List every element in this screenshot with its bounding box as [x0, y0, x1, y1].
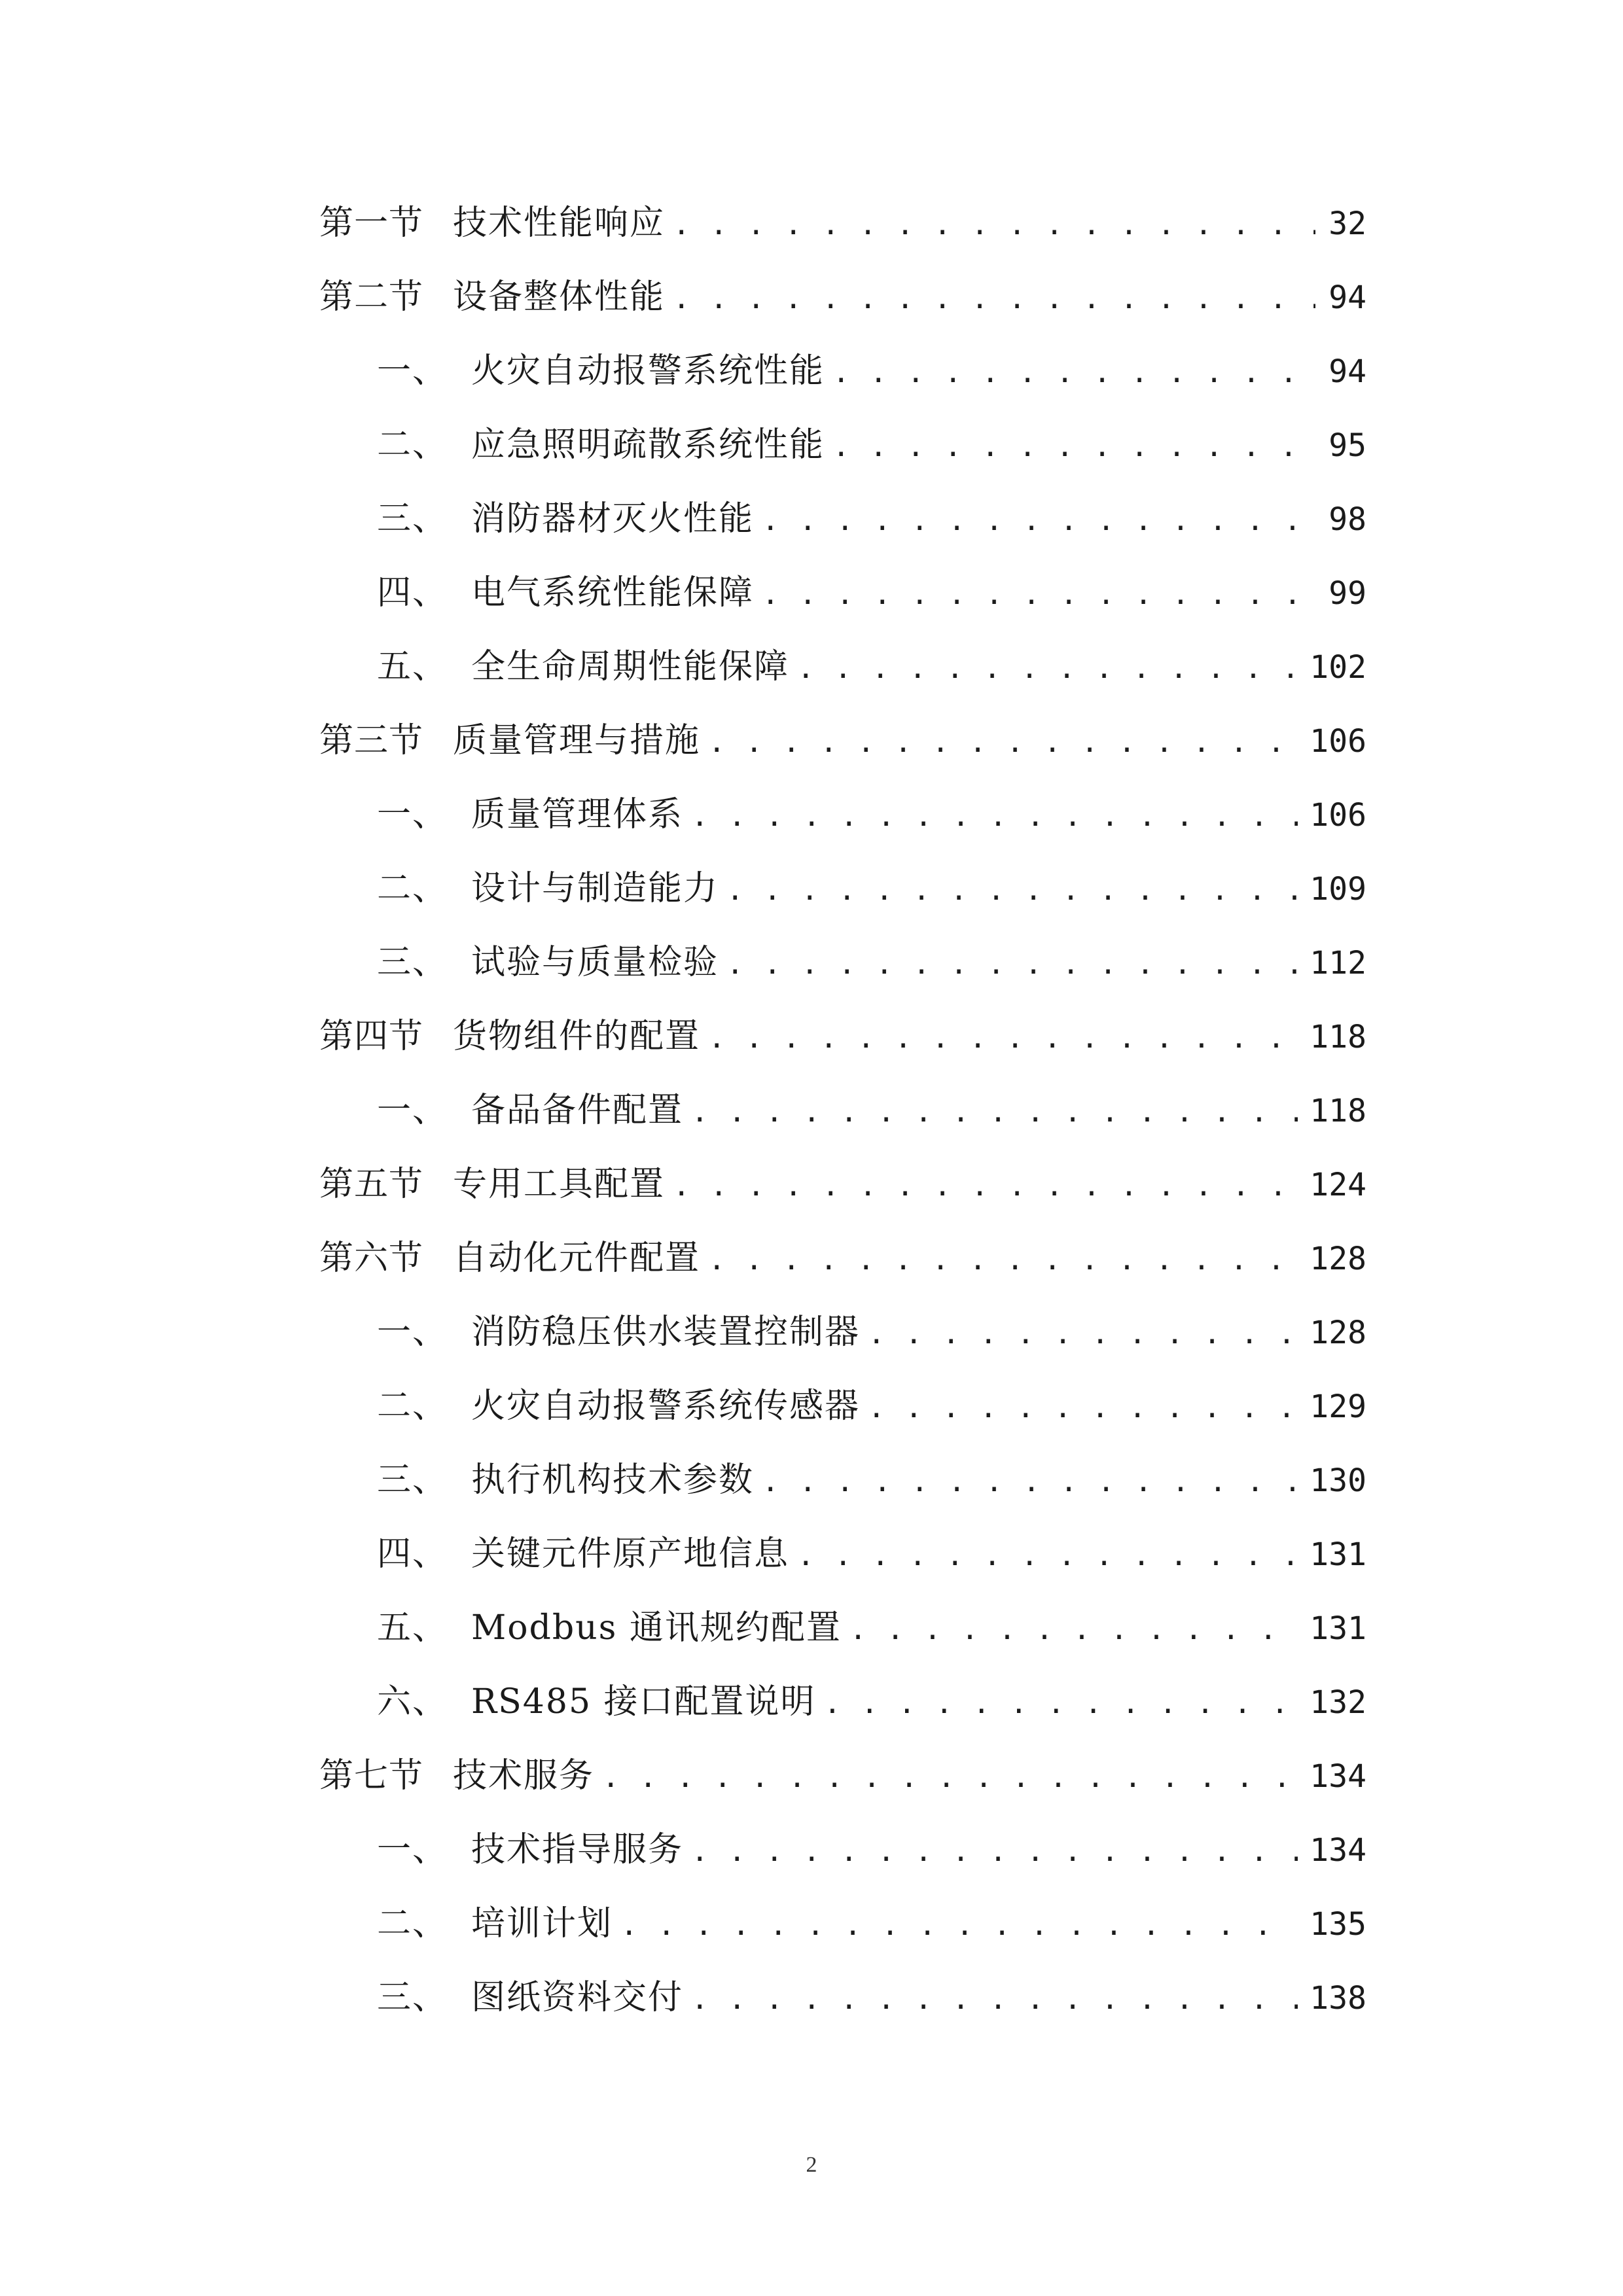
toc-entry-page: 118: [1310, 1019, 1366, 1055]
toc-subsection-entry[interactable]: [319, 1296, 1366, 1369]
dot-leader: [868, 1371, 1298, 1445]
toc-entry-title: 技术服务: [453, 1756, 595, 1795]
toc-subsection-entry[interactable]: [319, 556, 1366, 630]
toc-entry-number: 四、: [377, 1534, 448, 1574]
toc-entry-number: 六、: [377, 1682, 448, 1722]
toc-entry-page: 94: [1329, 353, 1366, 390]
dot-leader: [620, 1888, 1298, 1962]
dot-leader: [726, 853, 1298, 927]
toc-entry-title: 备品备件配置: [471, 1091, 684, 1130]
dot-leader: [691, 1075, 1298, 1149]
toc-entry-page: 134: [1310, 1758, 1366, 1795]
toc-entry-page: 94: [1329, 279, 1366, 316]
toc-subsection-entry[interactable]: [319, 1517, 1366, 1591]
toc-entry-title: 设计与制造能力: [471, 869, 719, 908]
toc-entry-title: 火灾自动报警系统传感器: [471, 1386, 861, 1426]
toc-entry-page: 131: [1310, 1536, 1366, 1573]
toc-entry-number: 一、: [377, 1091, 448, 1130]
toc-entry-number: 三、: [377, 499, 448, 539]
toc-entry-number: 二、: [377, 1904, 448, 1943]
toc-entry-number: 二、: [377, 869, 448, 908]
dot-leader: [691, 779, 1298, 853]
dot-leader: [762, 484, 1315, 557]
toc-section-entry[interactable]: [319, 1000, 1366, 1074]
toc-entry-title: 火灾自动报警系统性能: [471, 351, 825, 391]
dot-leader: [691, 1962, 1298, 2036]
toc-entry-number: 第四节: [319, 1017, 424, 1056]
dot-leader: [762, 1445, 1298, 1519]
toc-entry-title: 质量管理与措施: [453, 721, 701, 760]
toc-subsection-entry[interactable]: [319, 1961, 1366, 2035]
toc-entry-page: 130: [1310, 1462, 1366, 1499]
toc-entry-title: 技术指导服务: [471, 1830, 684, 1869]
toc-entry-page: 124: [1310, 1167, 1366, 1203]
toc-entry-title: 专用工具配置: [453, 1165, 666, 1204]
toc-entry-page: 134: [1310, 1832, 1366, 1869]
toc-section-entry[interactable]: [319, 1222, 1366, 1296]
toc-entry-page: 32: [1329, 205, 1366, 242]
toc-entry-page: 99: [1329, 575, 1366, 612]
toc-subsection-entry[interactable]: [319, 1591, 1366, 1665]
toc-entry-number: 五、: [377, 1608, 448, 1648]
toc-entry-page: 132: [1310, 1684, 1366, 1721]
toc-subsection-entry[interactable]: [319, 852, 1366, 926]
toc-section-entry[interactable]: [319, 704, 1366, 778]
dot-leader: [762, 557, 1315, 631]
toc-subsection-entry[interactable]: [319, 1665, 1366, 1739]
dot-leader: [691, 1814, 1298, 1888]
toc-entry-page: 135: [1310, 1906, 1366, 1943]
toc-entry-number: 第一节: [319, 203, 424, 243]
dot-leader: [824, 1667, 1298, 1740]
toc-entry-number: 一、: [377, 1313, 448, 1352]
toc-subsection-entry[interactable]: [319, 778, 1366, 852]
dot-leader: [797, 1519, 1298, 1593]
toc-entry-page: 118: [1310, 1093, 1366, 1129]
toc-subsection-entry[interactable]: [319, 1074, 1366, 1148]
dot-leader: [726, 927, 1298, 1001]
toc-entry-number: 三、: [377, 1978, 448, 2017]
toc-subsection-entry[interactable]: [319, 630, 1366, 704]
toc-entry-title: 消防稳压供水装置控制器: [471, 1313, 861, 1352]
toc-entry-page: 106: [1310, 797, 1366, 834]
toc-entry-page: 131: [1310, 1610, 1366, 1647]
dot-leader: [849, 1593, 1298, 1667]
toc-entry-title: 自动化元件配置: [453, 1239, 701, 1278]
dot-leader: [832, 336, 1315, 410]
toc-entry-title: 关键元件原产地信息: [471, 1534, 790, 1574]
dot-leader: [673, 188, 1315, 262]
dot-leader: [708, 705, 1298, 779]
toc-subsection-entry[interactable]: [319, 1443, 1366, 1517]
toc-entry-page: 98: [1329, 501, 1366, 538]
toc-subsection-entry[interactable]: [319, 408, 1366, 482]
toc-section-entry[interactable]: [319, 186, 1366, 260]
dot-leader: [832, 410, 1315, 484]
dot-leader: [602, 1740, 1298, 1814]
toc-entry-title: 电气系统性能保障: [471, 573, 755, 612]
dot-leader: [868, 1297, 1298, 1371]
toc-entry-page: 109: [1310, 871, 1366, 908]
toc-entry-page: 106: [1310, 723, 1366, 760]
toc-entry-number: 第五节: [319, 1165, 424, 1204]
dot-leader: [708, 1223, 1298, 1297]
dot-leader: [673, 262, 1315, 336]
toc-entry-page: 95: [1329, 427, 1366, 464]
toc-entry-page: 129: [1310, 1388, 1366, 1425]
toc-entry-number: 第三节: [319, 721, 424, 760]
toc-entry-title: 试验与质量检验: [471, 943, 719, 982]
toc-entry-page: 128: [1310, 1315, 1366, 1351]
page-number: 2: [806, 2153, 817, 2177]
toc-entry-title: 货物组件的配置: [453, 1017, 701, 1056]
toc-subsection-entry[interactable]: [319, 482, 1366, 556]
toc-entry-number: 一、: [377, 795, 448, 834]
toc-entry-number: 第二节: [319, 277, 424, 317]
toc-entry-number: 一、: [377, 351, 448, 391]
toc-section-entry[interactable]: [319, 260, 1366, 334]
toc-subsection-entry[interactable]: [319, 1813, 1366, 1887]
toc-entry-number: 四、: [377, 573, 448, 612]
toc-entry-page: 138: [1310, 1980, 1366, 2017]
toc-entry-title: 培训计划: [471, 1904, 613, 1943]
toc-subsection-entry[interactable]: [319, 1887, 1366, 1961]
toc-entry-title: 技术性能响应: [453, 203, 666, 243]
toc-entry-title: 执行机构技术参数: [471, 1460, 755, 1500]
table-of-contents: [319, 186, 1366, 2035]
toc-entry-number: 第六节: [319, 1239, 424, 1278]
dot-leader: [797, 631, 1298, 705]
toc-entry-title: RS485 接口配置说明: [471, 1682, 816, 1722]
toc-section-entry[interactable]: [319, 1739, 1366, 1813]
toc-entry-number: 五、: [377, 647, 448, 686]
toc-entry-number: 一、: [377, 1830, 448, 1869]
toc-section-entry[interactable]: [319, 1148, 1366, 1222]
toc-subsection-entry[interactable]: [319, 926, 1366, 1000]
toc-entry-number: 三、: [377, 1460, 448, 1500]
toc-entry-number: 二、: [377, 1386, 448, 1426]
toc-subsection-entry[interactable]: [319, 334, 1366, 408]
toc-entry-page: 102: [1310, 649, 1366, 686]
dot-leader: [673, 1149, 1298, 1223]
toc-entry-title: 图纸资料交付: [471, 1978, 684, 2017]
toc-entry-title: 质量管理体系: [471, 795, 684, 834]
toc-entry-page: 112: [1310, 945, 1366, 981]
toc-entry-number: 第七节: [319, 1756, 424, 1795]
toc-entry-title: 消防器材灭火性能: [471, 499, 755, 539]
toc-entry-number: 三、: [377, 943, 448, 982]
toc-entry-title: 全生命周期性能保障: [471, 647, 790, 686]
dot-leader: [708, 1001, 1298, 1075]
toc-subsection-entry[interactable]: [319, 1369, 1366, 1443]
toc-entry-title: 设备整体性能: [453, 277, 666, 317]
toc-entry-title: Modbus 通讯规约配置: [471, 1608, 842, 1648]
toc-entry-number: 二、: [377, 425, 448, 465]
toc-entry-page: 128: [1310, 1241, 1366, 1277]
toc-entry-title: 应急照明疏散系统性能: [471, 425, 825, 465]
